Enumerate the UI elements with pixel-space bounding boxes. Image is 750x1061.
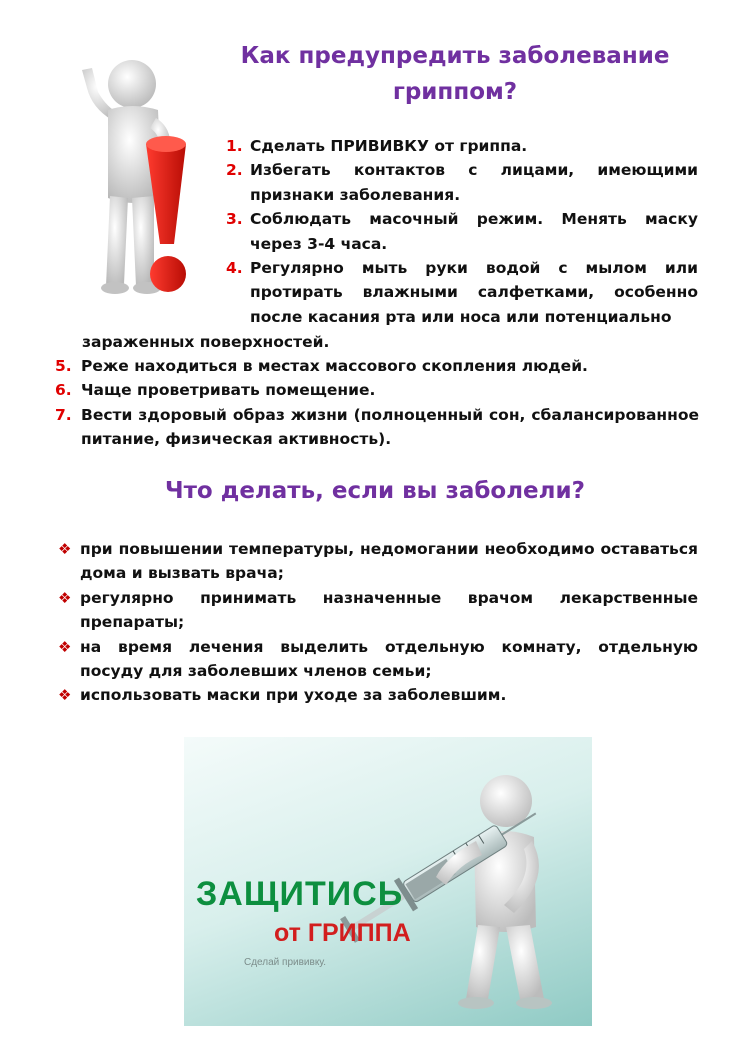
poster-headline: ЗАЩИТИСЬ [196, 875, 404, 913]
prevention-list [226, 134, 698, 329]
item-text: Реже находиться в местах массового скопления людей. [81, 357, 588, 375]
diamond-bullet-icon: ❖ [58, 637, 72, 656]
item-text: Избегать контактов с лицами, имеющими признаки заболевания. [250, 161, 698, 204]
item-text: Соблюдать масочный режим. Менять маску через 3-4 часа. [250, 210, 698, 253]
item-text: использовать маски при уходе за заболевшим. [80, 686, 507, 705]
list-item [58, 586, 698, 635]
list-item [226, 134, 698, 158]
item-text: Сделать ПРИВИВКУ от гриппа. [250, 137, 528, 155]
list-item [226, 207, 698, 256]
list-item [226, 158, 698, 207]
sick-actions-list [58, 537, 698, 708]
list-item [58, 537, 698, 586]
item-number: 6. [55, 381, 72, 400]
item-text: на время лечения выделить отдельную комнату, отдельную посуду для заболевших членов семьи; [80, 637, 698, 681]
list-item [55, 354, 699, 378]
poster-subheadline: от ГРИППА [274, 919, 411, 947]
item-number: 1. [226, 137, 243, 155]
prevention-title [230, 38, 680, 110]
list-item [58, 635, 698, 684]
item-number: 7. [55, 405, 72, 424]
diamond-bullet-icon: ❖ [58, 588, 72, 607]
sick-actions-title: Что делать, если вы заболели? [165, 478, 585, 504]
poster-caption: Сделай прививку. [244, 957, 327, 968]
prevention-title-line1: Как предупредить заболевание [240, 43, 670, 69]
list-item [55, 378, 699, 402]
item-number: 2. [226, 161, 243, 180]
item-text: регулярно принимать назначенные врачом лекарственные препараты; [80, 588, 698, 632]
item-text: Вести здоровый образ жизни (полноценный сон, сбалансированное питание, физическая активность). [81, 405, 699, 449]
list-item [226, 256, 698, 329]
diamond-bullet-icon: ❖ [58, 540, 72, 558]
item-text: Регулярно мыть руки водой с мылом или протирать влажными салфетками, особенно после касания рта или носа или потенциально [250, 259, 698, 326]
prevention-list-continued [55, 354, 699, 452]
prevention-title-line2: гриппом? [392, 79, 518, 105]
item-number: 4. [226, 259, 243, 278]
figure-exclamation-illustration [62, 48, 212, 306]
vaccination-poster [184, 737, 592, 1026]
item-number: 3. [226, 210, 243, 229]
list-item-continuation: зараженных поверхностей. [82, 333, 330, 351]
diamond-bullet-icon: ❖ [58, 686, 72, 705]
item-text: Чаще проветривать помещение. [81, 381, 376, 400]
item-text: при повышении температуры, недомогании необходимо оставаться дома и вызвать врача; [80, 540, 698, 583]
item-number: 5. [55, 357, 72, 375]
list-item [58, 683, 698, 707]
list-item [55, 403, 699, 452]
